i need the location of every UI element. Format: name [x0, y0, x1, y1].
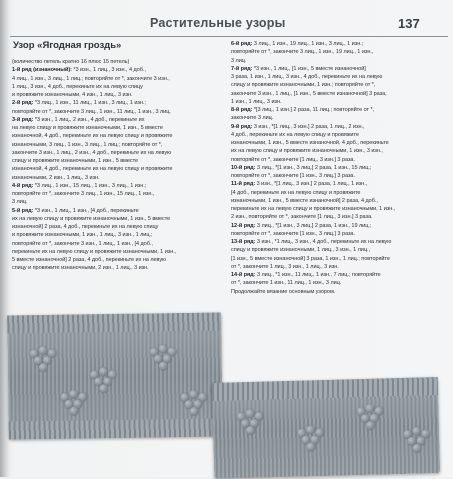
- row-text: 3 раза, 1 изн., 1 лиц., 3 изн., 4 доб., перекиньте их на левую: [231, 74, 383, 80]
- berry-stitch: [306, 425, 315, 434]
- instruction-line: [12, 157, 228, 165]
- berry-stitch: [412, 427, 421, 436]
- berry-stitch: [69, 407, 78, 416]
- instruction-line: [12, 207, 228, 215]
- row-label: 4-й ряд:: [12, 182, 34, 189]
- row-text: повторяйте от *, закончите 3 изн., 1 лиц., 1 изн., [4 доб.,: [12, 240, 153, 247]
- row-text: (количество петель кратно 16 плюс 15 петель): [12, 59, 130, 65]
- instruction-line: [12, 141, 228, 149]
- row-text: *3 лиц., 1 изн., 15 лиц., 1 изн., 3 лиц., 1 изн.;: [33, 182, 147, 189]
- instruction-line: [12, 66, 228, 74]
- row-label: 2-й ряд:: [12, 100, 34, 107]
- row-text: повторяйте от *, закончите 3 лиц., 1 изн., 15 лиц., 1 изн.,: [12, 191, 155, 197]
- berry-stitch: [39, 363, 48, 372]
- berry-stitch: [189, 407, 198, 416]
- instruction-line: [12, 83, 228, 91]
- row-text: 3 лиц., *1 изн., 11 лиц., 1 изн., 7 лиц.; повторяйте: [255, 272, 381, 278]
- instruction-line: [12, 108, 228, 116]
- row-text: изнаночными, 1 изн., 5 вместе изнаночной] 2 раза, 4 доб.,: [231, 197, 378, 204]
- row-text: от *, закончите 1 изн., 11 лиц., 1 изн., 3 лиц.: [231, 280, 342, 287]
- row-label: 6-й ряд:: [231, 41, 253, 47]
- instruction-line: [231, 279, 443, 287]
- row-label: 5-й ряд:: [12, 207, 34, 214]
- instruction-line: [12, 240, 228, 248]
- berry-stitch: [306, 442, 315, 451]
- section-title: Растительные узоры: [150, 16, 286, 30]
- row-text: 3 изн., *[1 лиц., 3 изн.] 2 раза, 1 лиц., 1 изн.,: [255, 181, 368, 188]
- instruction-line: [12, 215, 228, 223]
- instruction-line: [231, 164, 443, 172]
- row-text: *3 изн., 1 лиц., 2 изн., 4 доб., перекиньте их: [33, 116, 145, 123]
- row-text: повторяйте от *, закончите [1 изн., 3 лиц.] 3 раза.: [231, 173, 355, 179]
- instruction-line: [231, 288, 443, 296]
- instruction-line: [12, 116, 228, 124]
- page-number: 137: [398, 16, 420, 31]
- row-label: 3-й ряд:: [12, 116, 34, 123]
- row-text: и провяжите изнаночными, 4 изн., 1 лиц., 3 изн.: [12, 92, 133, 98]
- header-divider: [10, 36, 448, 37]
- row-text: 3 изн., *[1 лиц., 3 изн.] 2 раза, 1 лиц., 2 изн.,: [252, 123, 365, 130]
- row-text: 2 изн., повторяйте от *, закончите [1 лиц., 3 изн.] 3 раза.: [231, 214, 373, 221]
- swatch-ribbing-top: [212, 377, 438, 401]
- instruction-line: [231, 73, 443, 81]
- instructions-column-left: [12, 58, 228, 273]
- instruction-line: [12, 174, 228, 182]
- berry-stitch: [412, 444, 421, 453]
- knitted-swatch-photo-left: [7, 313, 223, 440]
- instruction-line: [231, 98, 443, 106]
- berry-stitch: [245, 409, 254, 418]
- instruction-line: [231, 255, 443, 263]
- row-text: *3 лиц., 1 изн., 11 лиц., 1 изн., 3 лиц., 1 изн.;: [33, 100, 146, 107]
- row-text: спицу и провяжите изнаночными, 2 изн., 1 лиц., 3 изн.: [12, 265, 149, 272]
- instruction-line: [231, 189, 443, 197]
- instructions-column-right: [231, 40, 443, 296]
- instruction-line: [231, 40, 443, 48]
- instruction-line: [12, 99, 228, 107]
- instruction-line: [12, 75, 228, 83]
- row-text: изнаночными, 2 изн., 1 лиц., 3 изн.: [12, 174, 100, 181]
- instruction-line: [231, 48, 443, 56]
- page-header: [0, 10, 453, 38]
- row-text: изнаночной] 2 раза, 4 доб., перекиньте их на левую спицу: [12, 224, 159, 230]
- berry-stitch: [39, 346, 48, 355]
- row-text: изнаночной, 4 доб., перекиньте их на левую спицу и провяжите: [12, 133, 173, 140]
- swatch-ribbing-top: [7, 313, 221, 334]
- row-text: закончите 3 изн., 1 лиц., [1 изн., 5 вместе изнаночной] 3 раза,: [231, 90, 387, 97]
- instruction-line: [12, 182, 228, 190]
- instruction-line: [12, 165, 228, 173]
- row-text: изнаночными, 1 изн., 5 вместе изнаночной, 4 доб., перекиньте: [231, 140, 389, 146]
- row-text: спицу и провяжите изнаночными, 1 изн.; повторяйте от *,: [231, 82, 376, 89]
- instruction-line: [231, 197, 443, 205]
- row-text: 3 лиц.: [12, 199, 28, 206]
- row-text: 4 лиц., 1 изн., 3 лиц., 1 лиц.; повторяйте от *, закончите 3 изн.,: [12, 75, 170, 82]
- row-text: 4 доб., перекиньте их на левую спицу и провяжите: [231, 131, 359, 138]
- instruction-line: [231, 172, 443, 180]
- row-text: 3 лиц., 1 изн., 19 лиц., 1 изн., 3 лиц., 1 изн.;: [252, 41, 364, 47]
- row-text: повторяйте от *, закончите [1 изн., 3 лиц.] 3 раза.: [231, 230, 355, 237]
- instruction-line: [231, 139, 443, 147]
- row-text: *3 изн., 1 лиц., 3 изн., 4 доб.,: [71, 67, 146, 74]
- row-text: 3 лиц.: [231, 57, 247, 64]
- instruction-line: [12, 231, 228, 239]
- instruction-line: [12, 132, 228, 140]
- instruction-line: [12, 91, 228, 99]
- instruction-line: [231, 213, 443, 221]
- row-label: 1-й ряд (изнаночный):: [12, 67, 72, 74]
- row-text: 5 вместе изнаночной] 2 раза, 4 доб., перекиньте их на левую: [12, 257, 167, 263]
- row-text: от *, закончите 1 лиц., 3 изн., 1 лиц., 3 изн.: [231, 263, 339, 270]
- instruction-line: [231, 114, 443, 122]
- row-text: Продолжайте вязание основным узором.: [231, 288, 336, 295]
- instruction-line: [231, 106, 443, 114]
- row-text: на левую спицу и провяжите изнаночными, 1 изн., 5 вместе: [12, 125, 163, 131]
- row-text: повторяйте от *, закончите [1 лиц., 3 изн.] 3 раза.: [231, 156, 355, 163]
- instruction-line: [12, 248, 228, 256]
- row-text: 1 лиц., 3 изн., 4 доб., перекиньте их на левую спицу: [12, 83, 143, 90]
- knitted-swatch-photo-right: [212, 377, 440, 479]
- row-text: перекиньте их на левую спицу и провяжите изнаночными, 1 изн.,: [231, 206, 396, 212]
- row-text: *3 изн., 1 лиц., [1 изн., 5 вместе изнаночной]: [252, 65, 366, 72]
- instruction-line: [231, 57, 443, 65]
- row-text: закончите 3 изн., 1 лиц., 2 изн., 4 доб., перекиньте их на левую: [12, 149, 172, 156]
- row-label: 9-й ряд:: [231, 123, 253, 130]
- row-label: 12-й ряд:: [231, 222, 256, 229]
- row-text: спицу и провяжите изнаночными, 1 лиц., 3 изн., 1 лиц.,: [231, 247, 370, 254]
- row-text: 3 лиц., *[1 изн., 3 лиц.] 2 раза, 1 изн., 15 лиц.;: [255, 164, 372, 171]
- instruction-line: [231, 123, 443, 131]
- instruction-line: [12, 58, 228, 66]
- berry-stitch: [189, 390, 198, 399]
- row-text: 1 изн., 1 лиц., 3 изн.: [231, 98, 282, 105]
- instruction-line: [231, 156, 443, 164]
- instruction-line: [12, 198, 228, 206]
- row-label: 11-й ряд:: [231, 181, 256, 188]
- instruction-line: [231, 180, 443, 188]
- row-text: 3 изн., *1 лиц., 3 изн., 4 доб., перекиньте их на левую: [255, 239, 392, 245]
- instruction-line: [231, 230, 443, 238]
- instruction-line: [12, 256, 228, 264]
- row-text: спицу и провяжите изнаночными, 1 изн., 5 вместе: [12, 158, 139, 164]
- row-text: *3 изн., 1 лиц., 1 изн., [4 доб., перекиньте: [33, 207, 139, 214]
- instruction-line: [12, 124, 228, 132]
- row-text: 3 лиц., *[1 изн., 3 лиц.] 2 раза, 1 изн., 19 лиц.;: [255, 222, 372, 229]
- instruction-line: [231, 271, 443, 279]
- berry-stitch: [366, 421, 375, 430]
- row-label: 7-й ряд:: [231, 65, 253, 72]
- row-label: 13-й ряд:: [231, 239, 256, 245]
- row-label: 8-й ряд:: [231, 107, 253, 113]
- instruction-line: [231, 90, 443, 98]
- row-text: повторяйте от *, закончите 3 лиц., 1 изн., 19 лиц., 1 изн.,: [231, 49, 374, 56]
- instruction-line: [12, 149, 228, 157]
- instruction-line: [231, 222, 443, 230]
- instruction-line: [231, 238, 443, 246]
- berry-stitch: [159, 344, 168, 353]
- instruction-line: [231, 147, 443, 155]
- row-text: их на левую спицу и провяжите изнаночными, 1 изн., 3 изн.,: [231, 148, 383, 155]
- row-text: повторяйте от *, закончите 3 лиц., 1 изн., 11 лиц., 1 изн., 3 лиц.: [12, 108, 171, 115]
- row-text: *[3 лиц., 1 изн.] 2 раза, 11 лиц.; повторяйте от *,: [252, 107, 375, 113]
- instruction-line: [231, 65, 443, 73]
- row-text: и провяжите изнаночными, 1 изн., 1 лиц., 3 изн., 1 лиц.;: [12, 232, 153, 239]
- row-text: закончите 3 лиц.: [231, 115, 274, 122]
- instruction-line: [12, 264, 228, 272]
- berry-stitch: [99, 384, 108, 393]
- berry-stitch: [159, 361, 168, 370]
- swatch-ribbing-bottom: [9, 419, 223, 440]
- row-text: перекиньте их на левую спицу и провяжите изнаночными, 1 изн.,: [12, 248, 177, 255]
- instruction-line: [231, 263, 443, 271]
- instruction-line: [231, 205, 443, 213]
- instruction-line: [12, 190, 228, 198]
- row-text: их на левую спицу и провяжите изнаночными, 1 изн., 5 вместе: [12, 215, 171, 222]
- row-text: изнаночными, 3 лиц., 1 изн., 3 лиц., 1 лиц.; повторяйте от *,: [12, 141, 163, 148]
- pattern-title: Узор «Ягодная гроздь»: [13, 40, 122, 51]
- row-label: 10-й ряд:: [231, 164, 256, 171]
- berry-stitch: [69, 390, 78, 399]
- row-text: [4 доб., перекиньте их на левую спицу и провяжите: [231, 189, 361, 196]
- berry-stitch: [99, 367, 108, 376]
- berry-stitch: [246, 426, 255, 435]
- row-label: 14-й ряд:: [231, 272, 256, 278]
- instruction-line: [231, 81, 443, 89]
- row-text: [1 изн., 5 вместе изнаночной] 3 раза, 1 изн., 1 лиц.; повторяйте: [231, 255, 390, 262]
- instruction-line: [12, 223, 228, 231]
- row-text: изнаночной, 4 доб., перекиньте их на левую спицу и провяжите: [12, 166, 173, 173]
- instruction-line: [231, 246, 443, 254]
- berry-stitch: [365, 404, 374, 413]
- instruction-line: [231, 131, 443, 139]
